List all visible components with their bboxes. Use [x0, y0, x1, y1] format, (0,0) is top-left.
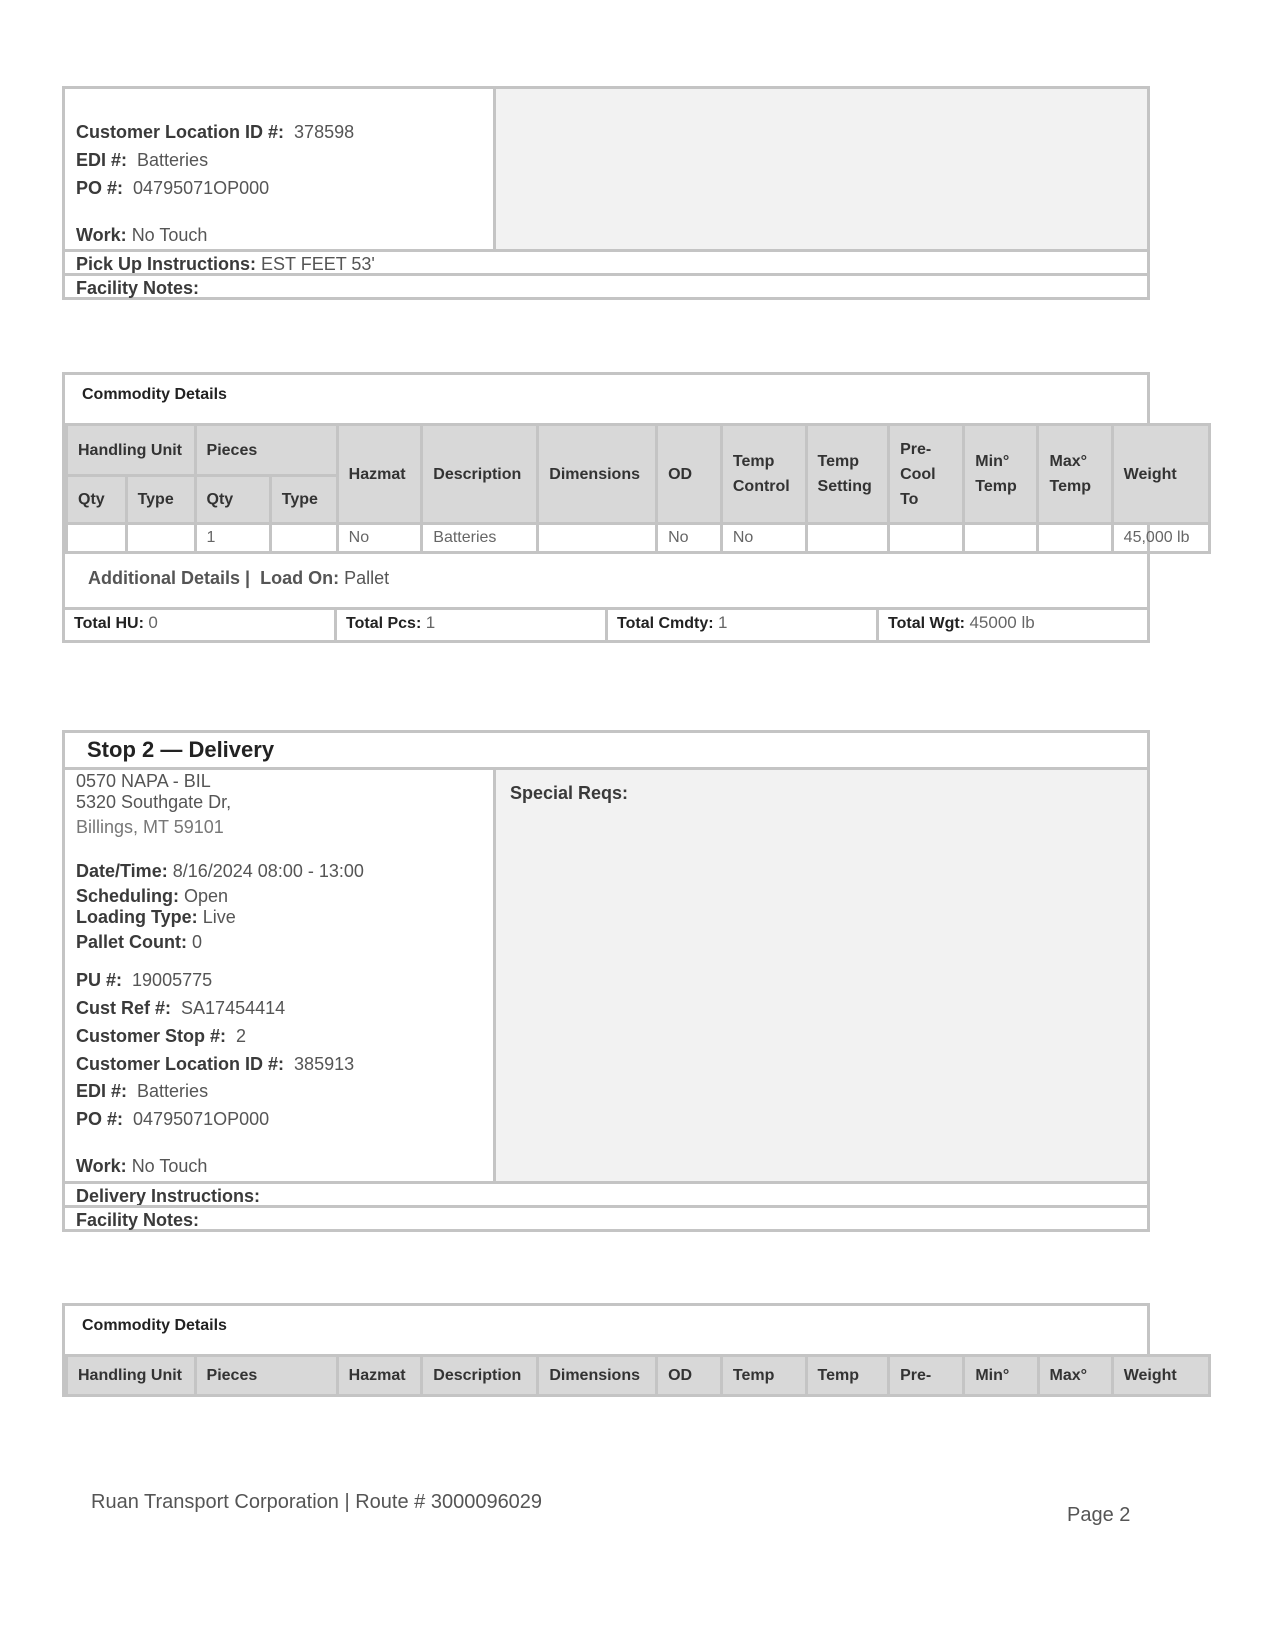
po-number: PO #: 04795071OP000 — [76, 1109, 270, 1129]
table-row — [67, 524, 1210, 553]
header-pre-cool: Pre- — [889, 1356, 964, 1396]
cust-ref: Cust Ref #: SA17454414 — [76, 998, 286, 1018]
loading-type: Loading Type: Live — [76, 907, 236, 927]
header-max-temp: Max° — [1038, 1356, 1112, 1396]
additional-details: Additional Details | Load On: Pallet — [88, 568, 390, 588]
header-min-temp: Min° Temp — [964, 425, 1038, 524]
cell-pcs-type — [270, 524, 337, 553]
cell-pre-cool — [889, 524, 964, 553]
header-hu-type: Type — [126, 476, 195, 524]
header-dimensions: Dimensions — [538, 1356, 657, 1396]
scheduling: Scheduling: Open — [76, 886, 229, 906]
divider — [876, 607, 879, 640]
cell-description: Batteries — [422, 524, 538, 553]
header-max-temp: Max° Temp — [1038, 425, 1112, 524]
cell-dimensions — [538, 524, 657, 553]
cell-temp-setting — [806, 524, 889, 553]
divider — [605, 607, 608, 640]
facility-notes-row: Facility Notes: — [65, 1205, 1147, 1229]
header-od: OD — [657, 425, 722, 524]
header-temp-control: Temp Control — [721, 425, 806, 524]
cell-hazmat: No — [337, 524, 422, 553]
header-hazmat: Hazmat — [337, 425, 422, 524]
work-type: Work: No Touch — [76, 1156, 208, 1176]
page-number: Page 2 — [1067, 1504, 1131, 1526]
total-pcs: Total Pcs: 1 — [346, 613, 436, 632]
facility-notes-row: Facility Notes: — [65, 273, 1147, 297]
pu-number: PU #: 19005775 — [76, 970, 213, 990]
header-min-temp: Min° — [964, 1356, 1038, 1396]
header-handling-unit: Handling Unit — [67, 425, 196, 476]
header-weight: Weight — [1112, 1356, 1209, 1396]
header-hu-qty: Qty — [67, 476, 127, 524]
cell-pcs-qty: 1 — [195, 524, 270, 553]
cell-hu-type — [126, 524, 195, 553]
footer-company: Ruan Transport Corporation | Route # 3000096029 — [91, 1491, 543, 1513]
header-pieces: Pieces — [195, 1356, 337, 1396]
header-pre-cool: Pre-Cool To — [889, 425, 964, 524]
special-reqs-label: Special Reqs: — [510, 783, 629, 803]
header-pieces: Pieces — [195, 425, 337, 476]
divider — [334, 607, 337, 640]
customer-location-id: Customer Location ID #: 378598 — [76, 122, 355, 142]
header-temp-setting: Temp Setting — [806, 425, 889, 524]
commodity-title: Commodity Details — [82, 386, 227, 403]
header-pcs-qty: Qty — [195, 476, 270, 524]
date-time: Date/Time: 8/16/2024 08:00 - 13:00 — [76, 861, 364, 881]
commodity-table-2 — [65, 1354, 1211, 1397]
header-dimensions: Dimensions — [538, 425, 657, 524]
stop2-title: Stop 2 — Delivery — [87, 737, 275, 762]
header-description: Description — [422, 425, 538, 524]
stop1-details — [62, 89, 492, 249]
cell-min-temp — [964, 524, 1038, 553]
commodity-title: Commodity Details — [82, 1317, 227, 1334]
total-cmdty: Total Cmdty: 1 — [617, 613, 728, 632]
header-hazmat: Hazmat — [337, 1356, 422, 1396]
cell-od: No — [657, 524, 722, 553]
stop2-special-panel — [493, 770, 1147, 1181]
cell-temp-control: No — [721, 524, 806, 553]
header-od: OD — [657, 1356, 722, 1396]
total-wgt: Total Wgt: 45000 lb — [888, 613, 1035, 632]
header-pcs-type: Type — [270, 476, 337, 524]
total-hu: Total HU: 0 — [74, 613, 158, 632]
pickup-instructions-row: Pick Up Instructions: EST FEET 53' — [65, 249, 1147, 275]
pallet-count: Pallet Count: 0 — [76, 932, 203, 952]
commodity-table-1 — [65, 423, 1211, 554]
delivery-instructions-row: Delivery Instructions: — [65, 1181, 1147, 1207]
stop2-details — [62, 770, 492, 1181]
customer-location-id: Customer Location ID #: 385913 — [76, 1054, 355, 1074]
stop1-special-panel — [493, 89, 1147, 249]
edi-number: EDI #: Batteries — [76, 1081, 209, 1101]
address-city: Billings, MT 59101 — [76, 817, 224, 837]
cell-weight: 45,000 lb — [1112, 524, 1209, 553]
header-temp-control: Temp — [721, 1356, 806, 1396]
address-name: 0570 NAPA - BIL — [76, 771, 211, 791]
header-temp-setting: Temp — [806, 1356, 889, 1396]
header-handling-unit: Handling Unit — [67, 1356, 196, 1396]
address-street: 5320 Southgate Dr, — [76, 792, 232, 812]
header-description: Description — [422, 1356, 538, 1396]
header-weight: Weight — [1112, 425, 1209, 524]
work-type: Work: No Touch — [76, 225, 208, 245]
cell-max-temp — [1038, 524, 1112, 553]
customer-stop: Customer Stop #: 2 — [76, 1026, 247, 1046]
edi-number: EDI #: Batteries — [76, 150, 209, 170]
po-number: PO #: 04795071OP000 — [76, 178, 270, 198]
cell-hu-qty — [67, 524, 127, 553]
